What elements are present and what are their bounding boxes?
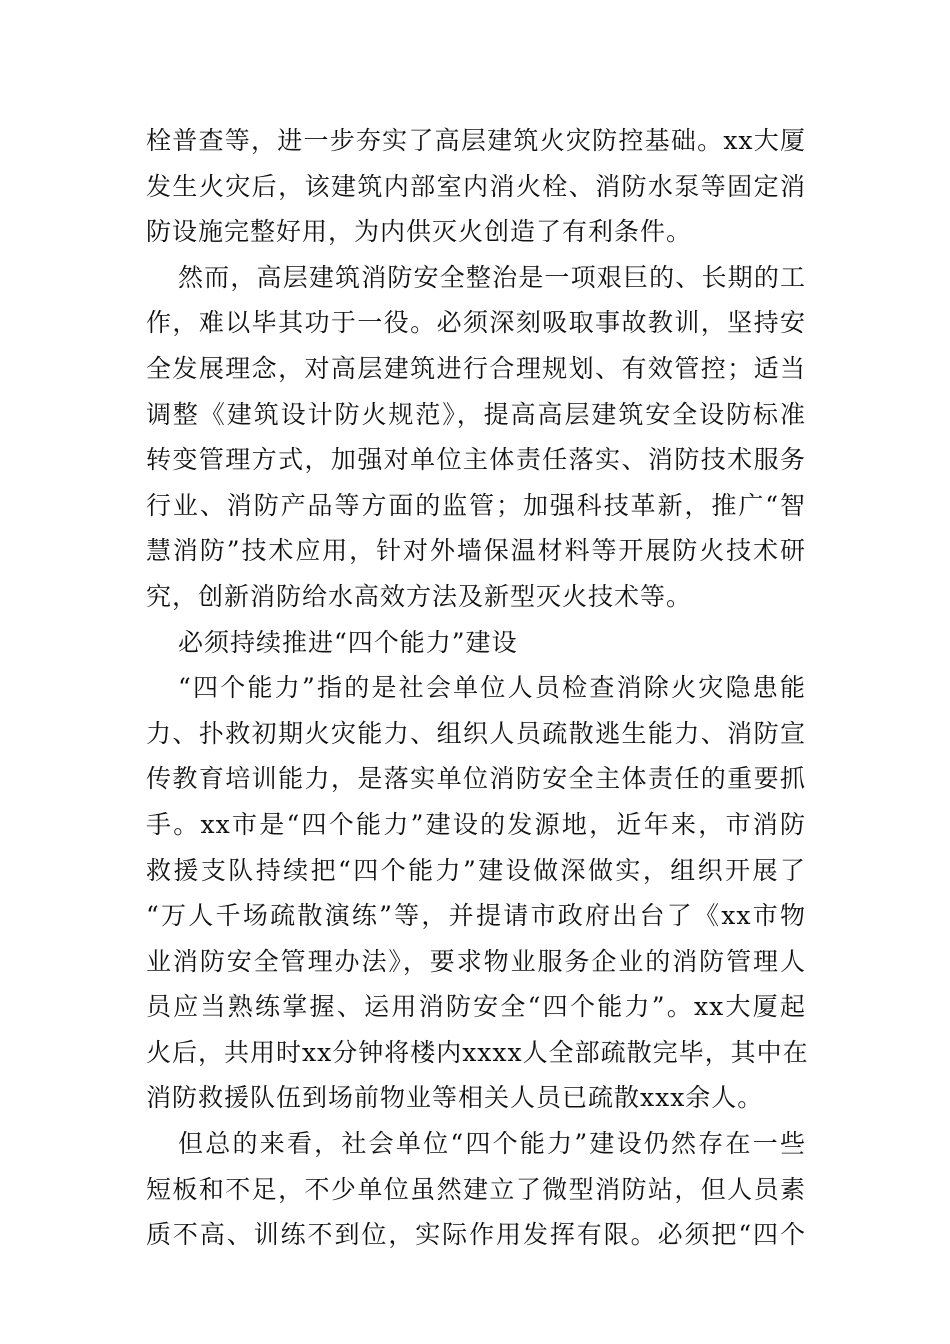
text-line: 栓普查等，进一步夯实了高层建筑火灾防控基础。xx大厦 (146, 126, 806, 155)
text-line: 慧消防”技术应用，针对外墙保温材料等开展防火技术研 (146, 536, 806, 566)
text-line: 究，创新消防给水高效方法及新型灭火技术等。 (146, 581, 693, 611)
section-heading: 必须持续推进“四个能力”建设 (178, 627, 518, 657)
text-line: 救援支队持续把“四个能力”建设做深做实，组织开展了 (146, 855, 806, 885)
text-line: 力、扑救初期火灾能力、组织人员疏散逃生能力、消防宣 (146, 718, 806, 748)
text-line: 短板和不足，不少单位虽然建立了微型消防站，但人员素 (146, 1174, 806, 1204)
text-line: 但总的来看，社会单位“四个能力”建设仍然存在一些 (178, 1129, 806, 1159)
text-line: 员应当熟练掌握、运用消防安全“四个能力”。xx大厦起 (146, 992, 806, 1022)
text-line: 火后，共用时xx分钟将楼内xxxx人全部疏散完毕，其中在 (146, 1037, 809, 1067)
text-line: 全发展理念，对高层建筑进行合理规划、有效管控；适当 (146, 353, 806, 383)
text-line: 手。xx市是“四个能力”建设的发源地，近年来，市消防 (146, 809, 806, 839)
document-body (146, 118, 809, 1258)
text-line: 调整《建筑设计防火规范》，提高高层建筑安全设防标准 (146, 399, 806, 429)
text-line: 传教育培训能力，是落实单位消防安全主体责任的重要抓 (146, 764, 806, 794)
text-line: 业消防安全管理办法》，要求物业服务企业的消防管理人 (146, 946, 806, 976)
text-line: 防设施完整好用，为内供灭火创造了有利条件。 (146, 217, 693, 247)
text-line: “万人千场疏散演练”等，并提请市政府出台了《xx市物 (146, 901, 806, 931)
text-line: 行业、消防产品等方面的监管；加强科技革新，推广“智 (146, 490, 806, 520)
text-line: 发生火灾后，该建筑内部室内消火栓、消防水泵等固定消 (146, 171, 806, 201)
text-line: 消防救援队伍到场前物业等相关人员已疏散xxx余人。 (146, 1083, 764, 1113)
text-line: 作，难以毕其功于一役。必须深刻吸取事故教训，坚持安 (146, 308, 806, 338)
text-line: “四个能力”指的是社会单位人员检查消除火灾隐患能 (178, 673, 806, 703)
text-line: 质不高、训练不到位，实际作用发挥有限。必须把“四个 (146, 1220, 806, 1250)
text-line: 然而，高层建筑消防安全整治是一项艰巨的、长期的工 (178, 262, 806, 292)
text-line: 转变管理方式，加强对单位主体责任落实、消防技术服务 (146, 445, 806, 475)
